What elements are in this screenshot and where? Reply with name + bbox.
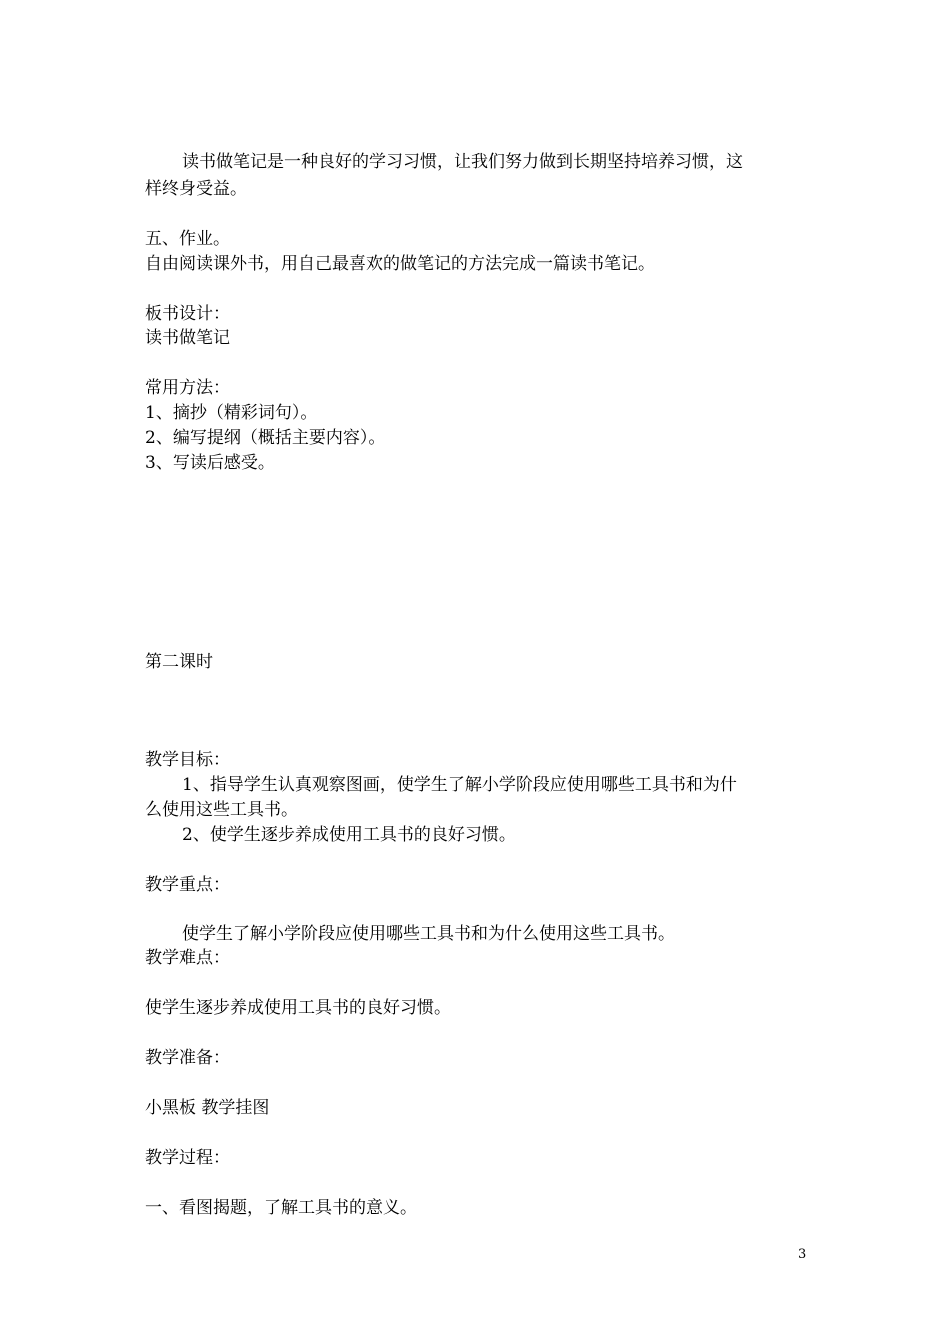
section-heading-difficulties: 教学难点：: [145, 948, 230, 968]
method-item: 1、摘抄（精彩词句）。: [145, 403, 318, 423]
preparation-text: 小黑板 教学挂图: [145, 1098, 270, 1118]
goal-item: 1、指导学生认真观察图画，使学生了解小学阶段应使用哪些工具书和为什: [182, 775, 737, 795]
section-heading-process: 教学过程：: [145, 1148, 230, 1168]
paragraph-line: 读书做笔记是一种良好的学习习惯，让我们努力做到长期坚持培养习惯，这: [182, 152, 743, 172]
method-item: 2、编写提纲（概括主要内容）。: [145, 428, 386, 448]
goal-item: 2、使学生逐步养成使用工具书的良好习惯。: [182, 825, 516, 845]
paragraph-line: 样终身受益。: [145, 179, 247, 199]
section-heading-board-design: 板书设计：: [145, 304, 230, 324]
page-number: 3: [798, 1247, 807, 1262]
section-heading-methods: 常用方法：: [145, 378, 230, 398]
section-heading-preparation: 教学准备：: [145, 1048, 230, 1068]
difficulties-text: 使学生逐步养成使用工具书的良好习惯。: [145, 998, 451, 1018]
goal-item-continuation: 么使用这些工具书。: [145, 800, 298, 820]
section-heading-goals: 教学目标：: [145, 750, 230, 770]
section-heading-homework: 五、作业。: [145, 229, 230, 249]
homework-text: 自由阅读课外书，用自己最喜欢的做笔记的方法完成一篇读书笔记。: [145, 254, 655, 274]
lesson-heading: 第二课时: [145, 652, 213, 672]
key-points-text: 使学生了解小学阶段应使用哪些工具书和为什么使用这些工具书。: [182, 924, 675, 944]
method-item: 3、写读后感受。: [145, 453, 275, 473]
board-design-title: 读书做笔记: [145, 328, 230, 348]
section-heading-key-points: 教学重点：: [145, 875, 230, 895]
process-step: 一、看图揭题，了解工具书的意义。: [145, 1198, 417, 1218]
